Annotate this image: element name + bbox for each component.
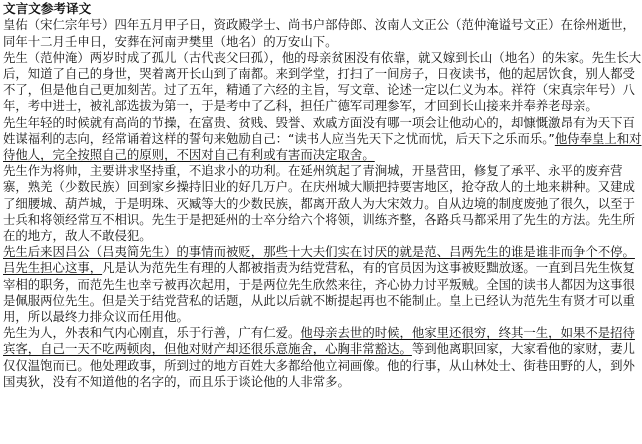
paragraph [3, 115, 642, 164]
paragraph-text: 先生作为将帅，主要讲求坚持重，不追求小的功利。在延州筑起了青涧城，开垦营田，修复了承平、永平的废弃营寨，熟羌（少数民族）回到家乡操持旧业的好几万户。在庆州城大顺把持要害地区，抢夺敌人的土地来耕种。又建成了细腰城、葫芦城，于是明珠、灭臧等大的少数民族，都离开敌人为大宋效力。自从边境的制度废弛了很久，以至于士兵和将领经常互不相识。先生于是把延州的士卒分给六个将领，训练齐整，各路兵马都采用了先生的方法。先生所在的地方，敌人不敢侵犯。 [3, 163, 635, 244]
paragraph-text: 先生（范仲淹）两岁时成了孤儿（古代丧父曰孤），他的母亲贫困没有依靠，就又嫁到长山（地名）的朱家。先生长大后，知道了自己的身世，哭着离开长山到了南都。来到学堂，打扫了一间房子，日夜读书，他的起居饮食，别人都受不了，但是他自己更加刻苦。过了五年，精通了六经的主旨，写文章、论述一定以仁义为本。祥符（宋真宗年号）八年，考中进士，被礼部选拔为第一，于是考中了乙科，担任广德军司理参军，才回到长山接来并奉养老母亲。 [3, 49, 642, 114]
paragraph-text: 等到他离职回家，大家看他的家财，妻儿仅仅温饱而已。他处理政事，所到过的地方百姓大多都给他立祠画像。他的行事，从山林处士、街巷田野的人，到外国夷狄，没有不知道他的名字的，而且乐于谈论他的人非常多。 [3, 341, 635, 389]
document-body [3, 17, 642, 390]
paragraph-text: 先生为人，外表和气内心刚直，乐于行善，广有仁爱。 [3, 325, 301, 341]
underlined-sentence: 他侍奉皇上和对待他人，完全按照自己的原则，不因对自己有利或有害而决定取舍。 [3, 130, 642, 163]
paragraph [3, 325, 642, 390]
paragraph [3, 244, 642, 325]
underlined-sentence: 他母亲去世的时候，他家里还很穷，终其一生，如果不是招待宾客，自己一天不吃两顿肉，但他对财产却还很乐意施舍，心胸非常豁达。 [3, 325, 635, 357]
document-title: 文言文参考译文 [3, 1, 92, 16]
paragraph [3, 50, 642, 115]
paragraph [3, 163, 642, 244]
paragraph-text: 凡是认为范先生有理的人都被指责为结党营私，有的官员因为这事被贬黜放逐。一直到吕先生恢复宰相的职务，而范先生也幸亏被再次起用，于是两位先生欣然来往，齐心协力讨平叛贼。全国的读书人都因为这事很是佩服两位先生。但是关于结党营私的话题，从此以后就不断提起再也不能制止。皇上已经认为范先生有贤才可以重用，所以最终力排众议而任用他。 [3, 260, 635, 325]
document-page [0, 1, 642, 444]
paragraph-text: 先生年轻的时候就有高尚的节操，在富贵、贫贱、毁誉、欢戚方面没有哪一项会让他动心的，却慷慨激昂有为天下百姓谋福利的志向，经常诵着这样的誓句来勉励自己：“读书人应当先天下之忧而忧，后天下之乐而乐。” [3, 114, 635, 146]
paragraph [3, 17, 642, 49]
underlined-sentence: 先生后来因吕公（吕夷简先生）的事情而被贬，那些十大夫们实在讨厌的就是范、吕两先生的谁是谁非而争个不停。吕先生担心这事， [3, 244, 635, 276]
paragraph-text: 皇佑（宋仁宗年号）四年五月甲子日，资政殿学士、尚书户部侍郎、汝南人文正公（范仲淹谥号文正）在徐州逝世，同年十二月壬申日，安葬在河南尹樊里（地名）的万安山下。 [3, 17, 635, 49]
